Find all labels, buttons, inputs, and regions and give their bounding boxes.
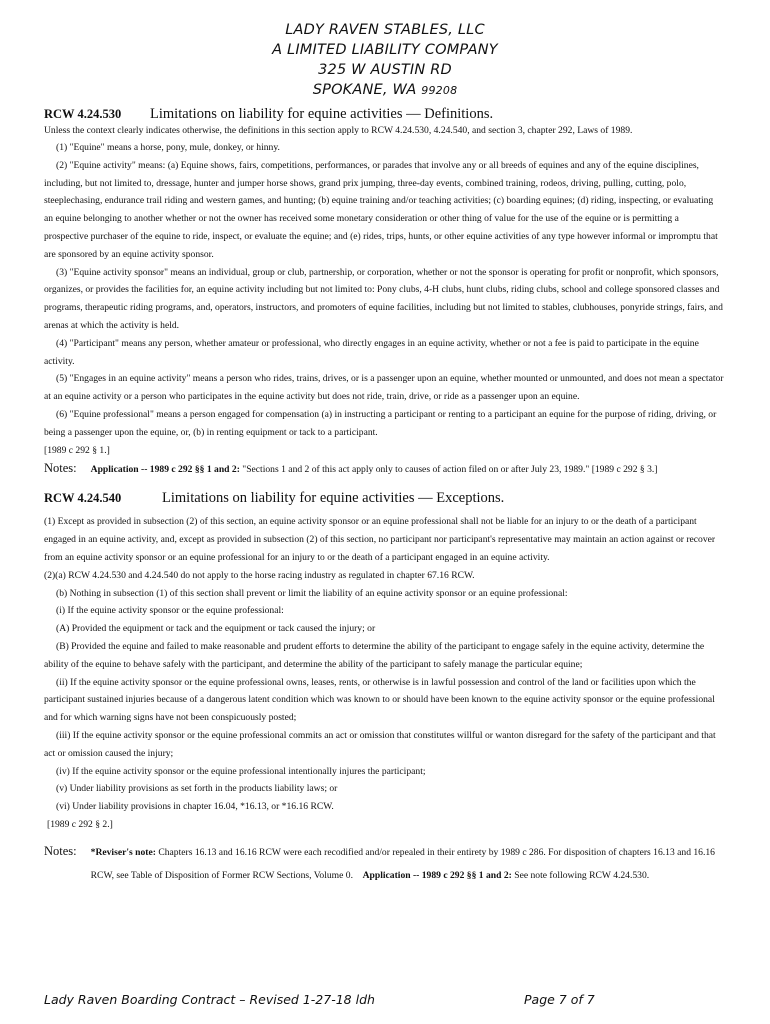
section2-para-B: (B) Provided the equine and failed to make reasonable and prudent efforts to determine the ability of the participant to engage safely in the equine activity, determine the ability of the equine to behave safely with the participant, and determine the ability of the participant to safely manage the particular equine; xyxy=(44,640,705,670)
company-street: 325 W AUSTIN RD xyxy=(318,62,452,78)
section1-heading xyxy=(44,106,724,123)
section2-para-vi: (vi) Under liability provisions in chapter 16.04, *16.13, or *16.16 RCW. xyxy=(56,801,334,813)
section1-notes-label: Notes: xyxy=(44,461,77,476)
company-city-line xyxy=(0,80,770,101)
section1-rcw-number: RCW 4.24.530 xyxy=(44,107,122,121)
section2-text xyxy=(44,513,724,833)
section2-para-1: (1) Except as provided in subsection (2) of this section, an equine activity sponsor or an equine professional shall not be liable for an injury to or the death of a participant engaged in an equine activity, and, except as provided in subsection (2) of this section, no participant nor participant's representative may maintain an action against or recover from an equine activity sponsor or an equine professional for an injury to or the death of a participant engaged in an equine activity. xyxy=(44,516,716,563)
company-name: LADY RAVEN STABLES, LLC xyxy=(285,22,485,38)
section2-para-iv: (iv) If the equine activity sponsor or the equine professional intentionally injures the participant; xyxy=(56,765,426,777)
section1-para-5: (5) "Engages in an equine activity" means a person who rides, trains, drives, or is a passenger upon an equine, whether mounted or unmounted, and does not mean a spectator at an equine activity or a person who participates in the equine activity but does not ride, train, drive, or ride as a passenger upon an equine. xyxy=(44,373,724,403)
footer-contract-label: Lady Raven Boarding Contract – Revised 1-27-18 ldh xyxy=(44,992,375,1007)
document-body xyxy=(44,106,724,887)
section1-para-4: (4) "Participant" means any person, whether amateur or professional, who directly engages in an equine activity, whether or not a fee is paid to participate in the equine activity. xyxy=(44,337,699,367)
section2-rcw-number: RCW 4.24.540 xyxy=(44,491,122,506)
company-type: A LIMITED LIABILITY COMPANY xyxy=(272,42,498,58)
section2-para-ii: (ii) If the equine activity sponsor or the equine professional owns, leases, rents, or otherwise is in lawful possession and control of the land or facilities upon which the participant sustained injuries because of a dangerous latent condition which was known to or should have been known to the equine activity sponsor or the equine professional and for which warning signs have not been conspicuously posted; xyxy=(44,676,715,724)
section2-para-A: (A) Provided the equipment or tack and the equipment or tack caused the injury; or xyxy=(56,623,376,635)
section1-notes-text: "Sections 1 and 2 of this act apply only to causes of action filed on or after July 23, 1989." [1989 c 292 § 3.] xyxy=(239,464,658,476)
section1-notes-body xyxy=(91,464,658,475)
section1-citation: [1989 c 292 § 1.] xyxy=(44,444,110,456)
section1-para-1: (1) "Equine" means a horse, pony, mule, donkey, or hinny. xyxy=(56,142,280,153)
company-zip: 99208 xyxy=(421,84,458,97)
letterhead xyxy=(0,20,770,101)
section1-notes xyxy=(44,461,724,476)
section2-para-2b: (b) Nothing in subsection (1) of this section shall prevent or limit the liability of an equine activity sponsor or an equine professional: xyxy=(56,587,568,599)
section2-notes-heading-2: Application -- 1989 c 292 §§ 1 and 2: xyxy=(362,869,512,881)
section1-intro: Unless the context clearly indicates otherwise, the definitions in this section apply to RCW 4.24.530, 4.24.540, and section 3, chapter 292, Laws of 1989. xyxy=(44,125,633,136)
section2-citation: [1989 c 292 § 2.] xyxy=(47,818,113,830)
section1-notes-heading: Application -- 1989 c 292 §§ 1 and 2: xyxy=(90,464,240,476)
section2-notes-heading-1: *Reviser's note: xyxy=(90,846,156,858)
section1-para-2: (2) "Equine activity" means: (a) Equine shows, fairs, competitions, performances, or parades that involve any or all breeds of equines and any of the equine disciplines, including, but not limited to, dressage, hunter and jumper horse shows, grand prix jumping, three-day events, combined training, rodeos, driving, pulling, cutting, polo, steeplechasing, endurance trail riding and western games, and hunting; (b) equine training and/or teaching activities; (c) boarding equines; (d) riding, inspecting, or evaluating an equine belonging to another whether or not the owner has received some monetary consideration or other thing of value for the use of the equine or is permitting a prospective purchaser of the equine to ride, inspect, or evaluate the equine; and (e) rides, trips, hunts, or other equine activities of any type however informal or impromptu that are sponsored by an equine activity sponsor. xyxy=(44,159,718,260)
section2-heading xyxy=(44,490,724,507)
section2-para-iii: (iii) If the equine activity sponsor or the equine professional commits an act or omission that constitutes willful or wanton disregard for the safety of the participant and that act or omission caused the injury; xyxy=(44,729,716,759)
section2-notes xyxy=(44,840,724,887)
section2-notes-body xyxy=(91,841,724,887)
section2-notes-text-2: See note following RCW 4.24.530. xyxy=(511,869,650,881)
section1-text xyxy=(44,123,724,459)
section2-notes-label: Notes: xyxy=(44,843,77,858)
section1-para-3: (3) "Equine activity sponsor" means an individual, group or club, partnership, or corporation, whether or not the sponsor is operating for profit or nonprofit, which sponsors, organizes, or provides the facilities for, an equine activity including but not limited to: Pony clubs, 4-H clubs, hunt clubs, riding clubs, school and college sponsored classes and programs, therapeutic riding programs, and, operators, instructors, and promoters of equine facilities, including but not limited to stables, clubhouses, ponyride strings, fairs, and arenas at which the activity is held. xyxy=(44,266,723,331)
section2-para-i: (i) If the equine activity sponsor or the equine professional: xyxy=(56,605,284,617)
section2-notes-text-1: Chapters 16.13 and 16.16 RCW were each recodified and/or repealed in their entirety by 1989 c 286. For disposition of chapters 16.13 and 16.16 RCW, see Table of Disposition of Former RCW Sections, Volume 0. xyxy=(90,846,715,881)
footer-page-number: Page 7 of 7 xyxy=(524,992,595,1007)
section1-title: Limitations on liability for equine activities — Definitions. xyxy=(150,106,494,122)
section2-para-2a: (2)(a) RCW 4.24.530 and 4.24.540 do not apply to the horse racing industry as regulated in chapter 67.16 RCW. xyxy=(44,569,475,581)
section2-title: Limitations on liability for equine activities — Exceptions. xyxy=(162,490,505,507)
section1-para-6: (6) "Equine professional" means a person engaged for compensation (a) in instructing a participant or renting to a participant an equine for the purpose of riding, driving, or being a passenger upon the equine, or, (b) in renting equipment or tack to a participant. xyxy=(44,408,717,438)
page-footer xyxy=(44,992,724,1012)
company-city: SPOKANE, WA xyxy=(312,82,422,98)
section2-para-v: (v) Under liability provisions as set forth in the products liability laws; or xyxy=(56,783,338,795)
